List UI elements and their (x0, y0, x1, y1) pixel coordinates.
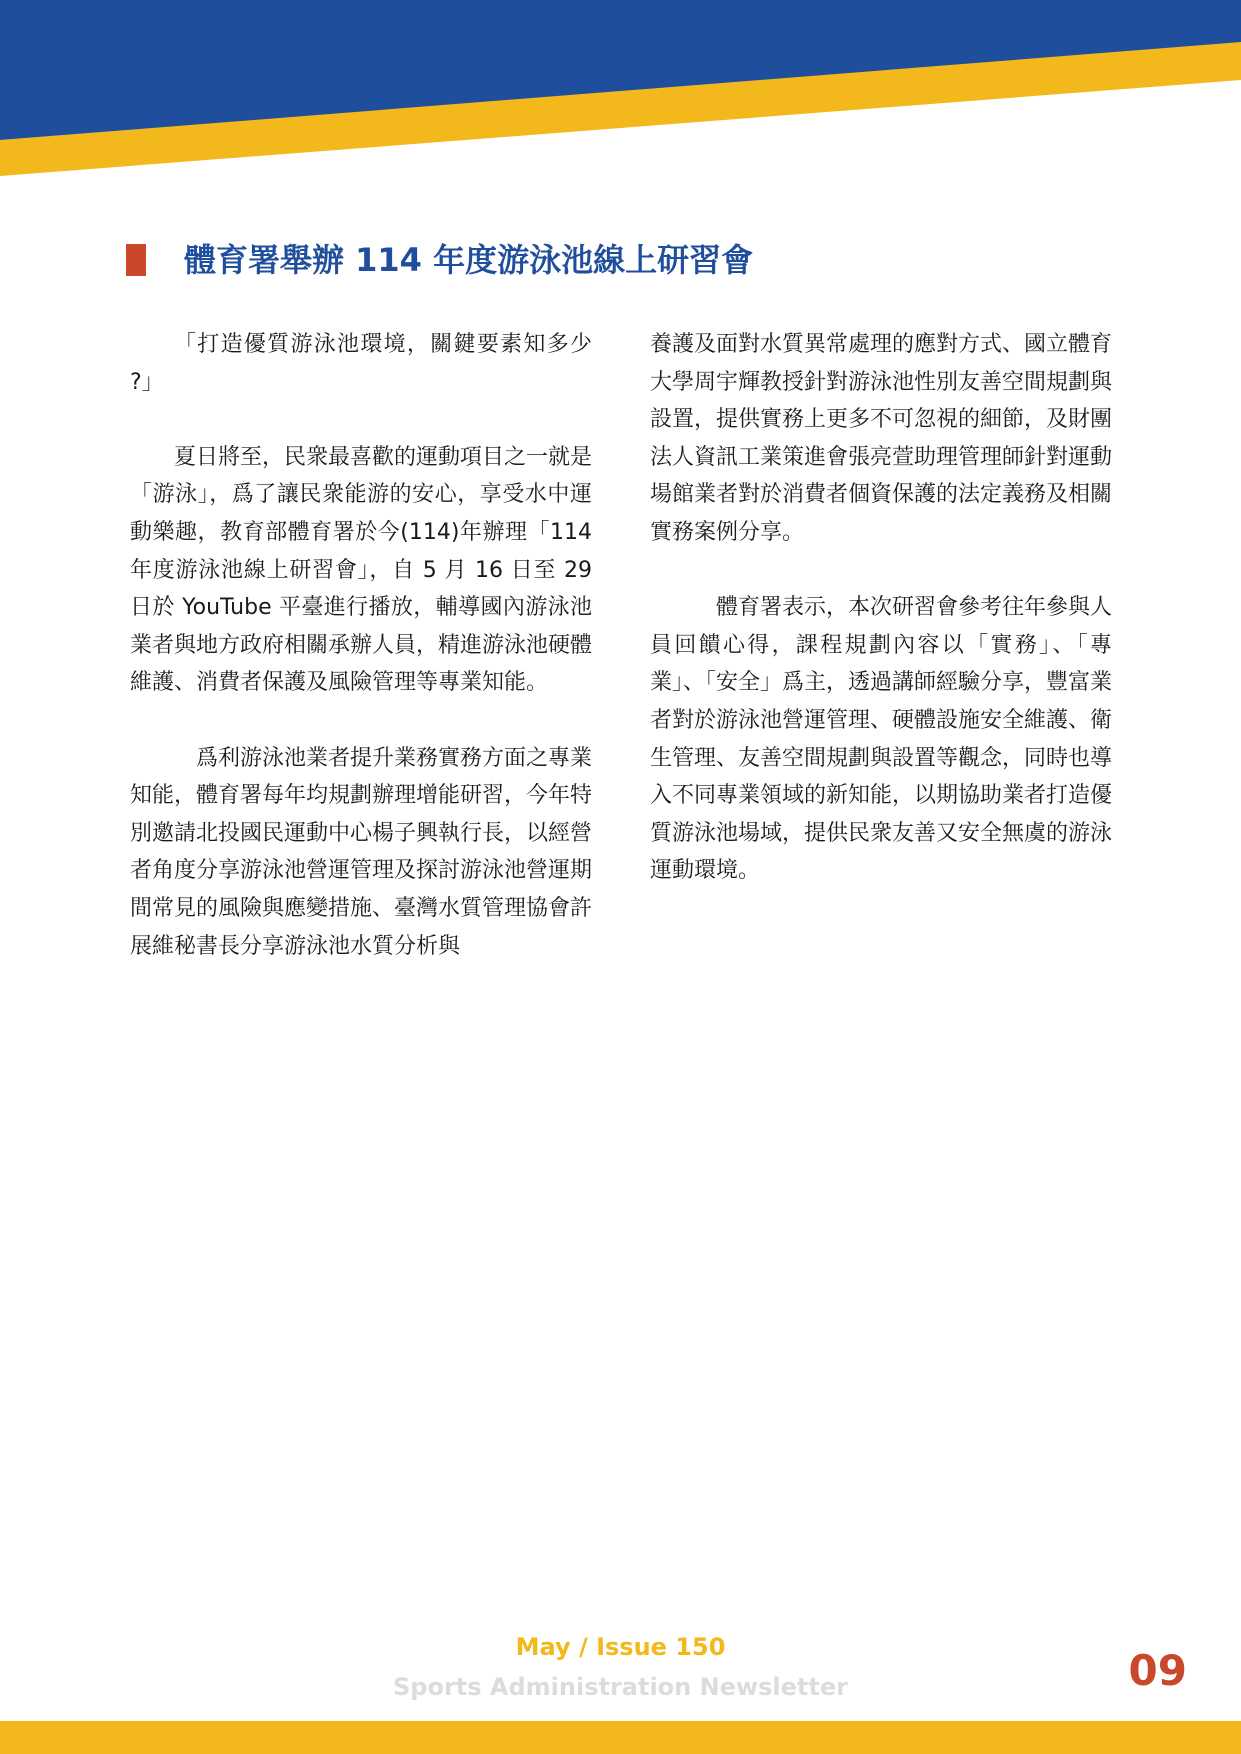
article-title: 體育署舉辦 114 年度游泳池線上研習會 (184, 241, 754, 279)
footer-publication-name: Sports Administration Newsletter (392, 1673, 848, 1701)
article-paragraph: 體育署表示，本次研習會參考往年參與人員回饋心得，課程規劃內容以「實務」、「專業」、「安全」爲主，透過講師經驗分享，豐富業者對於游泳池營運管理、硬體設施安全維護、衛生管理、友善空間規劃與設置等觀念，同時也導入不同專業領域的新知能，以期協助業者打造優質游泳池場域，提供民衆友善又安全無虞的游泳運動環境。 (650, 595, 1113, 884)
page-number: 09 (1128, 1646, 1187, 1695)
article-column-right (650, 326, 1112, 928)
article-paragraph: 養護及面對水質異常處理的應對方式、國立體育大學周宇輝教授針對游泳池性別友善空間規劃與設置，提供實務上更多不可忽視的細節，及財團法人資訊工業策進會張亮萱助理管理師針對運動場館業者對於消費者個資保護的法定義務及相關實務案例分享。 (650, 332, 1113, 545)
footer-band (0, 1721, 1241, 1754)
article-paragraph: 夏日將至，民衆最喜歡的運動項目之一就是「游泳」，爲了讓民衆能游的安心，享受水中運動樂趣，教育部體育署於今(114)年辦理「114 年度游泳池線上研習會」，自 5 月 16 日至 29 日於 YouTube 平臺進行播放，輔導國內游泳池業者與地方政府相關承辦人員，精進游泳池硬體維護、消費者保護及風險管理等專業知能。 (130, 444, 593, 696)
article-paragraph: 「打造優質游泳池環境，關鍵要素知多少 ?」 (130, 332, 592, 395)
footer-issue: May / Issue 150 (515, 1633, 726, 1661)
article-column-left (130, 326, 592, 1003)
header-band (0, 0, 1241, 180)
article-paragraph: 爲利游泳池業者提升業務實務方面之專業知能，體育署每年均規劃辦理增能研習，今年特別邀請北投國民運動中心楊子興執行長，以經營者角度分享游泳池營運管理及探討游泳池營運期間常見的風險與應變措施、臺灣水質管理協會許展維秘書長分享游泳池水質分析與 (130, 745, 593, 959)
title-accent-bar (126, 244, 146, 276)
